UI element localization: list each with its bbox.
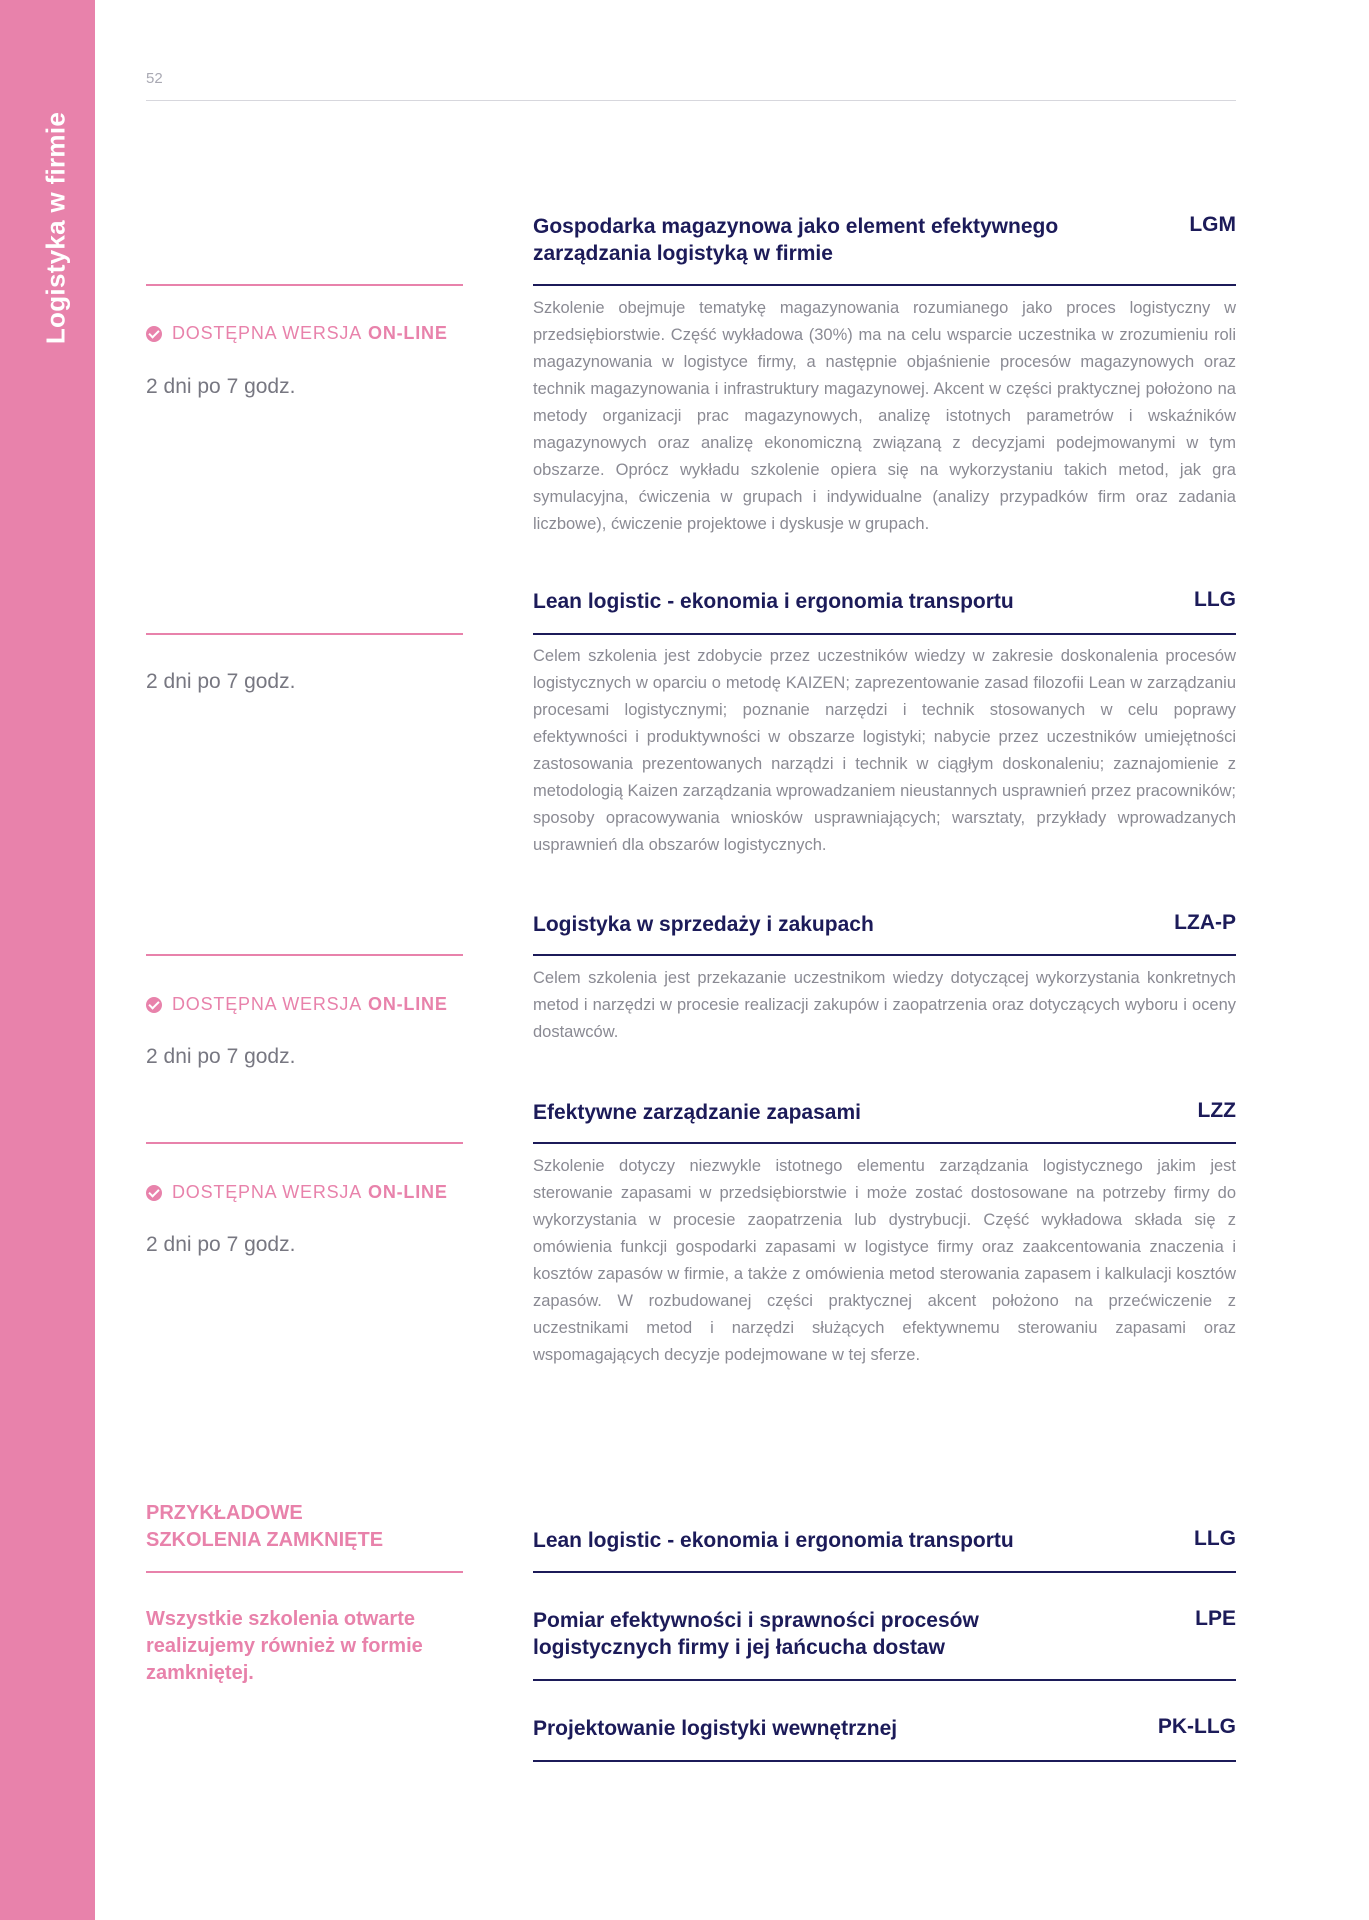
- online-badge: [146, 323, 448, 344]
- online-badge-strong: ON-LINE: [368, 994, 448, 1014]
- closed-course-code: PK-LLG: [1157, 1715, 1236, 1738]
- closed-trainings-note: Wszystkie szkolenia otwarte realizujemy również w formie zamkniętej.: [146, 1608, 423, 1684]
- course-description: Celem szkolenia jest przekazanie uczestnikom wiedzy dotyczącej wykorzystania konkretnych metod i narzędzi w procesie realizacji zakupów i zaopatrzenia oraz dotyczących wyboru i oceny dostawców.: [533, 969, 1236, 1041]
- section-divider-right: [533, 954, 1236, 956]
- sidebar-section-title: Logistyka w firmie: [40, 111, 71, 345]
- course-description: Szkolenie dotyczy niezwykle istotnego elementu zarządzania logistycznego jakim jest sterowanie zapasami w przedsiębiorstwie i może zostać dostosowane na potrzeby firmy do wykorzystania w procesie zaopatrzenia lub dystrybucji. Część wykładowa składa się z omówienia funkcji gospodarki zapasami w logistyce firmy oraz zaakcentowania znaczenia i kosztów zapasów w firmie, a także z omówienia metod sterowania zapasem i kalkulacji kosztów zapasów. W rozbudowanej części praktycznej akcent położono na przećwiczenie z uczestnikami metod i narzędzi służących efektywnemu sterowaniu zapasami oraz wspomagających decyzje podejmowane w tej sferze.: [533, 1157, 1236, 1364]
- closed-trainings-heading: PRZYKŁADOWE SZKOLENIA ZAMKNIĘTE: [146, 1502, 384, 1551]
- online-badge: [146, 994, 448, 1015]
- section-divider-right: [533, 1142, 1236, 1144]
- section-divider-right: [533, 633, 1236, 635]
- closed-course-code: LPE: [1195, 1607, 1236, 1630]
- section-divider-left: [146, 1571, 463, 1573]
- course-description: Szkolenie obejmuje tematykę magazynowania rozumianego jako proces logistyczny w przedsiębiorstwie. Część wykładowa (30%) ma na celu wsparcie uczestnika w zrozumieniu roli magazynowania w logistyce firmy, a następnie objaśnienie procesów magazynowych oraz technik magazynowania i infrastruktury magazynowej. Akcent w części praktycznej położono na metody organizacji prac magazynowych, analizę istotnych parametrów i wskaźników magazynowych oraz analizę ekonomiczną związaną z decyzjami podejmowanymi w tym obszarze. Oprócz wykładu szkolenie opiera się na wykorzystaniu takich metod, jak gra symulacyjna, ćwiczenia w grupach i indywidualne (analizy przypadków firm oraz zadania liczbowe), ćwiczenie projektowe i dyskusje w grupach.: [533, 299, 1236, 533]
- sidebar-band: [0, 0, 95, 1920]
- closed-divider: [533, 1760, 1236, 1762]
- course-duration: 2 dni po 7 godz.: [146, 670, 296, 693]
- course-duration: 2 dni po 7 godz.: [146, 1045, 296, 1068]
- online-badge-strong: ON-LINE: [368, 1182, 448, 1202]
- closed-course-title: Lean logistic - ekonomia i ergonomia transportu: [533, 1529, 1014, 1552]
- section-divider-left: [146, 284, 463, 286]
- closed-course-title: Projektowanie logistyki wewnętrznej: [533, 1717, 898, 1740]
- course-code: LGM: [1189, 213, 1236, 236]
- closed-course-code: LLG: [1194, 1527, 1236, 1550]
- course-title: Efektywne zarządzanie zapasami: [533, 1101, 861, 1124]
- online-badge-strong: ON-LINE: [368, 323, 448, 343]
- course-description: Celem szkolenia jest zdobycie przez uczestników wiedzy w zakresie doskonalenia procesów logistycznych w oparciu o metodę KAIZEN; zaprezentowanie zasad filozofii Lean w zarządzaniu procesami logistycznymi; poznanie narzędzi i technik stosowanych w celu poprawy efektywności i produktywności w obszarze logistyki; nabycie przez uczestników umiejętności zastosowania prezentowanych narządzi i technik w ciągłym doskonaleniu; zaznajomienie z metodologią Kaizen zarządzania wprowadzaniem nieustannych usprawnień przez pracowników; sposoby opracowywania wniosków usprawniających; warsztaty, przykłady wprowadzanych usprawnień dla obszarów logistycznych.: [533, 647, 1236, 854]
- course-code: LLG: [1194, 588, 1236, 611]
- course-title: Lean logistic - ekonomia i ergonomia transportu: [533, 590, 1014, 613]
- online-badge: [146, 1182, 448, 1203]
- check-circle-icon: [146, 326, 162, 342]
- closed-course-title: Pomiar efektywności i sprawności procesów logistycznych firmy i jej łańcucha dostaw: [533, 1609, 979, 1659]
- section-divider-right: [533, 284, 1236, 286]
- section-divider-left: [146, 633, 463, 635]
- online-badge-label: DOSTĘPNA WERSJA: [172, 994, 363, 1014]
- header-divider: [146, 100, 1236, 101]
- closed-divider: [533, 1679, 1236, 1681]
- page-number: 52: [146, 70, 163, 87]
- course-code: LZA-P: [1174, 911, 1236, 934]
- section-divider-left: [146, 954, 463, 956]
- course-duration: 2 dni po 7 godz.: [146, 375, 296, 398]
- check-circle-icon: [146, 997, 162, 1013]
- course-title: Logistyka w sprzedaży i zakupach: [533, 913, 874, 936]
- section-divider-left: [146, 1142, 463, 1144]
- closed-divider: [533, 1571, 1236, 1573]
- online-badge-label: DOSTĘPNA WERSJA: [172, 323, 363, 343]
- course-title: Gospodarka magazynowa jako element efektywnego zarządzania logistyką w firmie: [533, 215, 1059, 265]
- course-code: LZZ: [1197, 1099, 1236, 1122]
- online-badge-label: DOSTĘPNA WERSJA: [172, 1182, 363, 1202]
- course-duration: 2 dni po 7 godz.: [146, 1233, 296, 1256]
- check-circle-icon: [146, 1185, 162, 1201]
